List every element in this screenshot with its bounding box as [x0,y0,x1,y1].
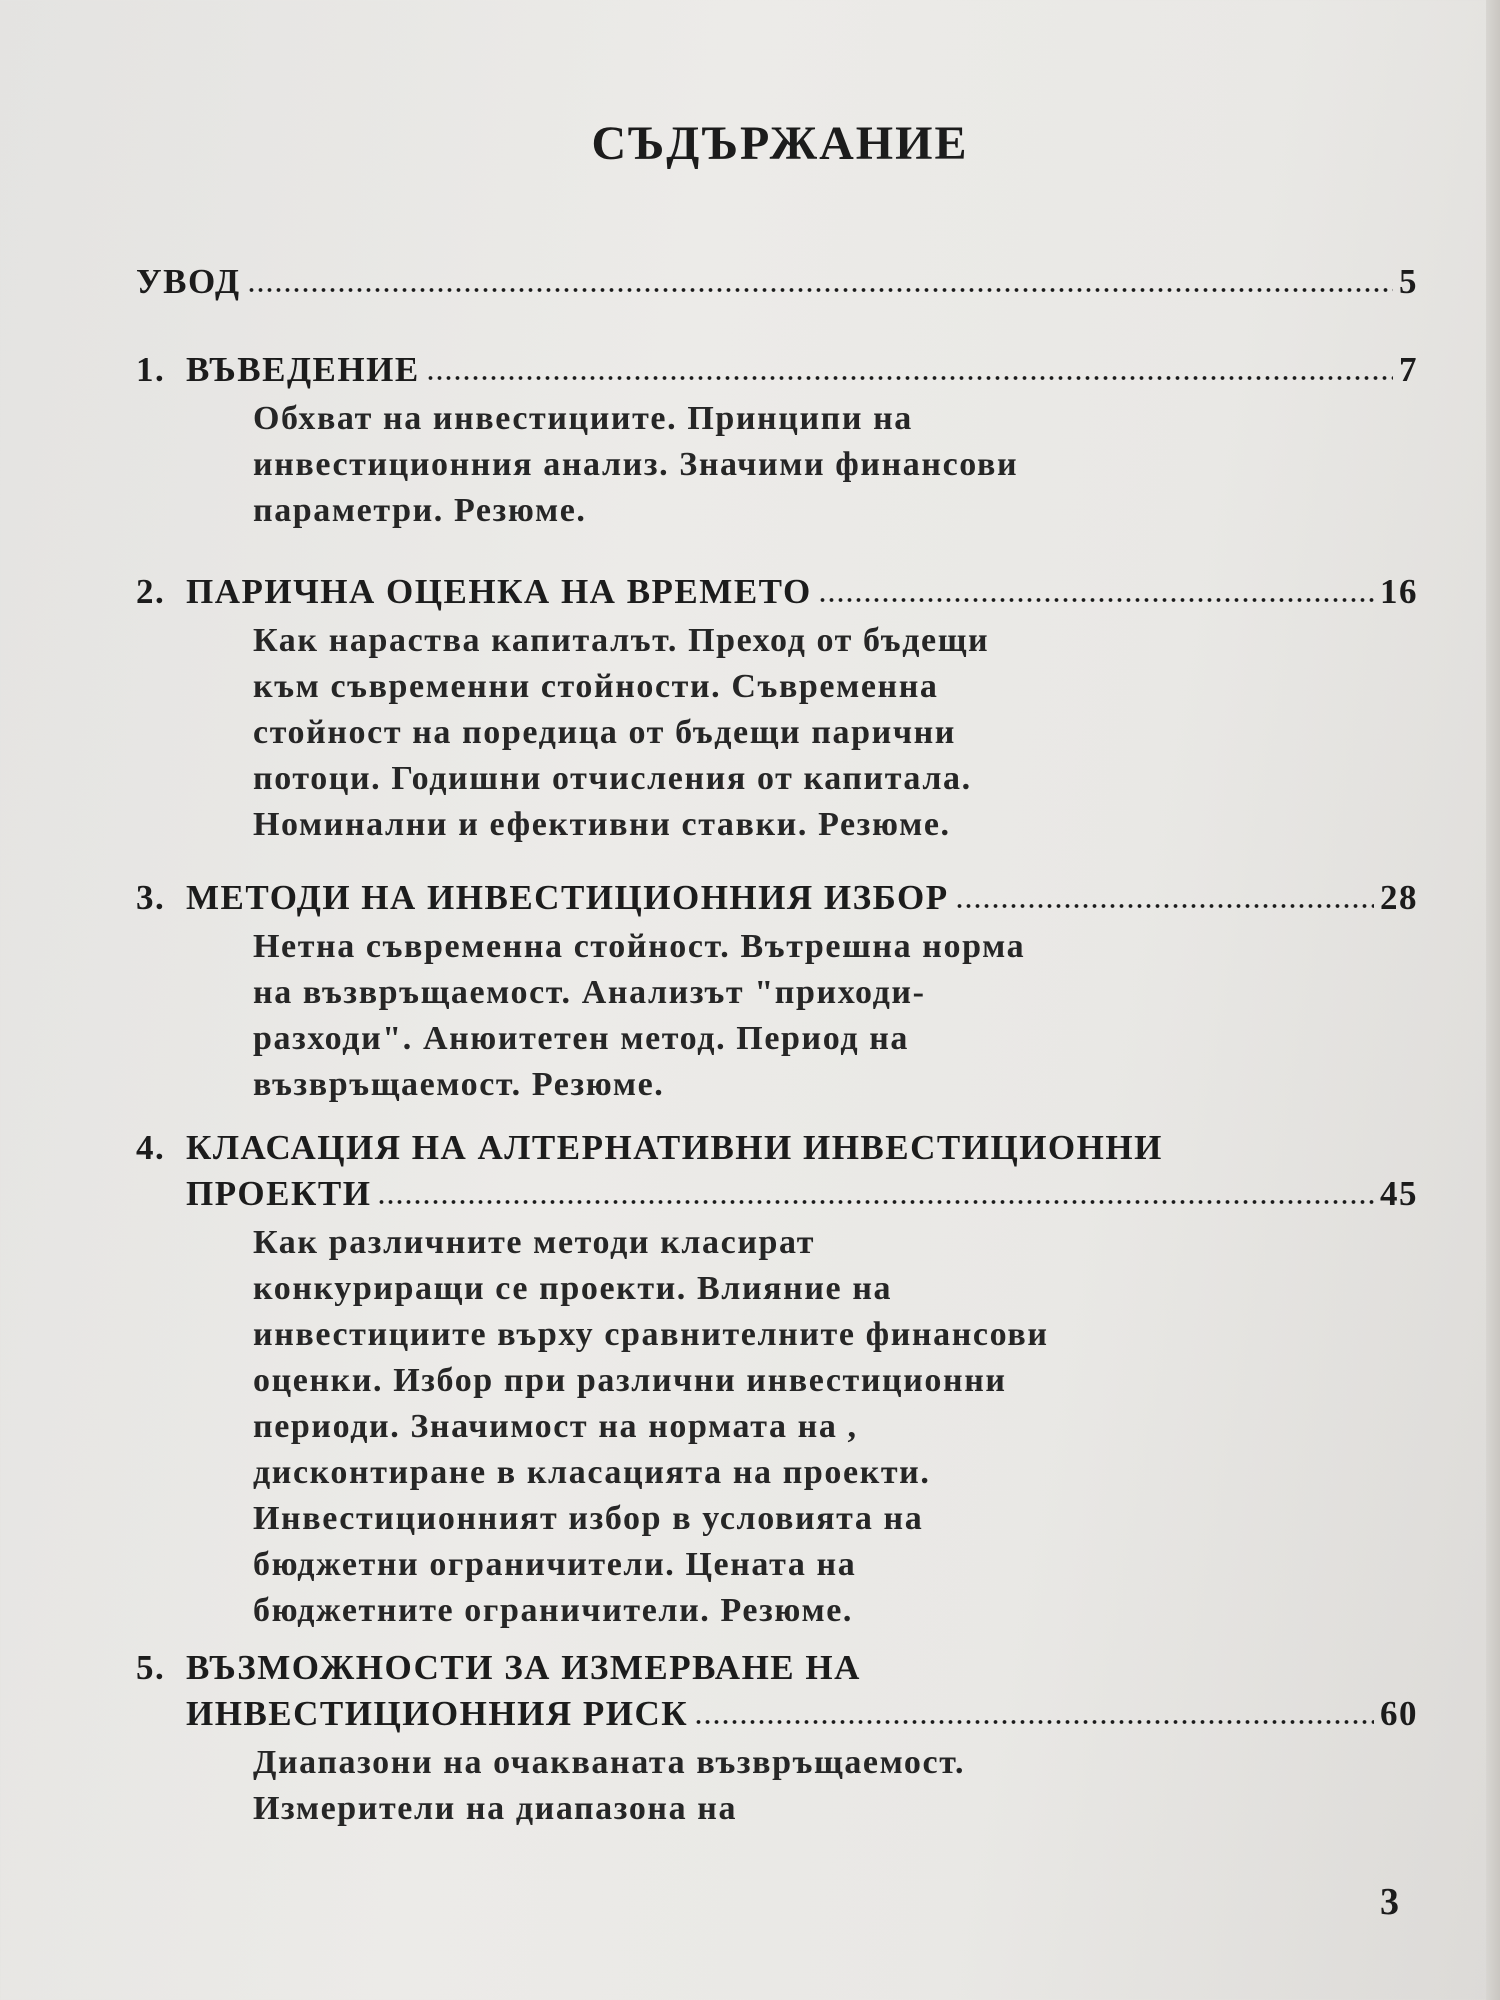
chapter-description [136,1220,1418,1634]
toc-heading-line [136,1694,1418,1740]
chapter-title: ПАРИЧНА ОЦЕНКА НА ВРЕМЕТО [186,572,812,611]
leader-dots [818,597,1374,603]
toc-entry [136,1128,1418,1634]
description-line: Инвестиционният избор в условията на [253,1500,924,1537]
toc-heading-line [136,1174,1418,1220]
description-line: дисконтиране в класацията на проекти. [253,1454,931,1491]
description-line: периоди. Значимост на нормата на , [253,1408,858,1445]
chapter-title: КЛАСАЦИЯ НА АЛТЕРНАТИВНИ ИНВЕСТИЦИОННИ [186,1128,1163,1167]
description-line: Номинални и ефективни ставки. Резюме. [253,806,951,843]
description-line: разходи". Анюитетен метод. Период на [253,1020,910,1057]
chapter-title: ВЪЗМОЖНОСТИ ЗА ИЗМЕРВАНЕ НА [186,1648,861,1687]
description-line: Измерители на диапазона на [253,1790,738,1827]
leader-dots [247,287,1393,293]
description-line: бюджетни ограничители. Цената на [253,1546,857,1583]
description-line: конкуриращи се проекти. Влияние на [253,1270,893,1307]
description-line: към съвременни стойности. Съвременна [253,668,939,705]
chapter-description [136,1740,1418,1832]
description-line: инвестиционния анализ. Значими финансови [253,446,1019,483]
description-line: потоци. Годишни отчисления от капитала. [253,760,972,797]
chapter-title: ИНВЕСТИЦИОННИЯ РИСК [186,1694,689,1733]
chapter-title: МЕТОДИ НА ИНВЕСТИЦИОННИЯ ИЗБОР [186,878,949,917]
description-line: оценки. Избор при различни инвестиционни [253,1362,1007,1399]
description-line: Обхват на инвестициите. Принципи на [253,400,913,437]
toc-heading-line [136,878,1418,924]
chapter-title: ПРОЕКТИ [186,1174,372,1213]
chapter-title: УВОД [136,262,241,301]
page-number: 3 [1380,1881,1399,1923]
description-line: Нетна съвременна стойност. Вътрешна норма [253,928,1026,965]
toc-heading-line [136,572,1418,618]
toc-heading-line [136,262,1418,308]
description-line: параметри. Резюме. [253,492,587,529]
chapter-number: 5. [136,1648,166,1687]
chapter-page: 5 [1399,262,1418,301]
leader-dots [955,903,1374,909]
chapter-number: 2. [136,572,166,611]
chapter-page: 16 [1380,572,1418,611]
leader-dots [377,1199,1374,1205]
chapter-page: 7 [1399,350,1418,389]
toc-entry [136,350,1418,534]
leader-dots [426,375,1393,381]
description-line: инвестициите върху сравнителните финансови [253,1316,1049,1353]
toc-entry [136,1648,1418,1832]
toc-heading-line [136,350,1418,396]
chapter-page: 28 [1380,878,1418,917]
toc-heading-line [136,1648,1418,1694]
description-line: стойност на поредица от бъдещи парични [253,714,956,751]
description-line: на възвръщаемост. Анализът "приходи- [253,974,926,1011]
page-edge [1486,0,1500,2000]
description-line: Как нараства капиталът. Преход от бъдещи [253,622,990,659]
toc-entry [136,262,1418,308]
chapter-description [136,924,1418,1108]
toc-entry [136,878,1418,1108]
toc-heading-line [136,1128,1418,1174]
chapter-page: 45 [1380,1174,1418,1213]
chapter-page: 60 [1380,1694,1418,1733]
description-line: бюджетните ограничители. Резюме. [253,1592,854,1629]
description-line: Диапазони на очакваната възвръщаемост. [253,1744,966,1781]
chapter-title: ВЪВЕДЕНИЕ [186,350,420,389]
chapter-number: 1. [136,350,166,389]
leader-dots [694,1719,1374,1725]
description-line: възвръщаемост. Резюме. [253,1066,665,1103]
page-title: СЪДЪРЖАНИЕ [591,117,969,170]
toc-entry [136,572,1418,848]
chapter-number: 3. [136,878,166,917]
chapter-description [136,396,1418,534]
description-line: Как различните методи класират [253,1224,816,1261]
chapter-number: 4. [136,1128,166,1167]
chapter-description [136,618,1418,848]
